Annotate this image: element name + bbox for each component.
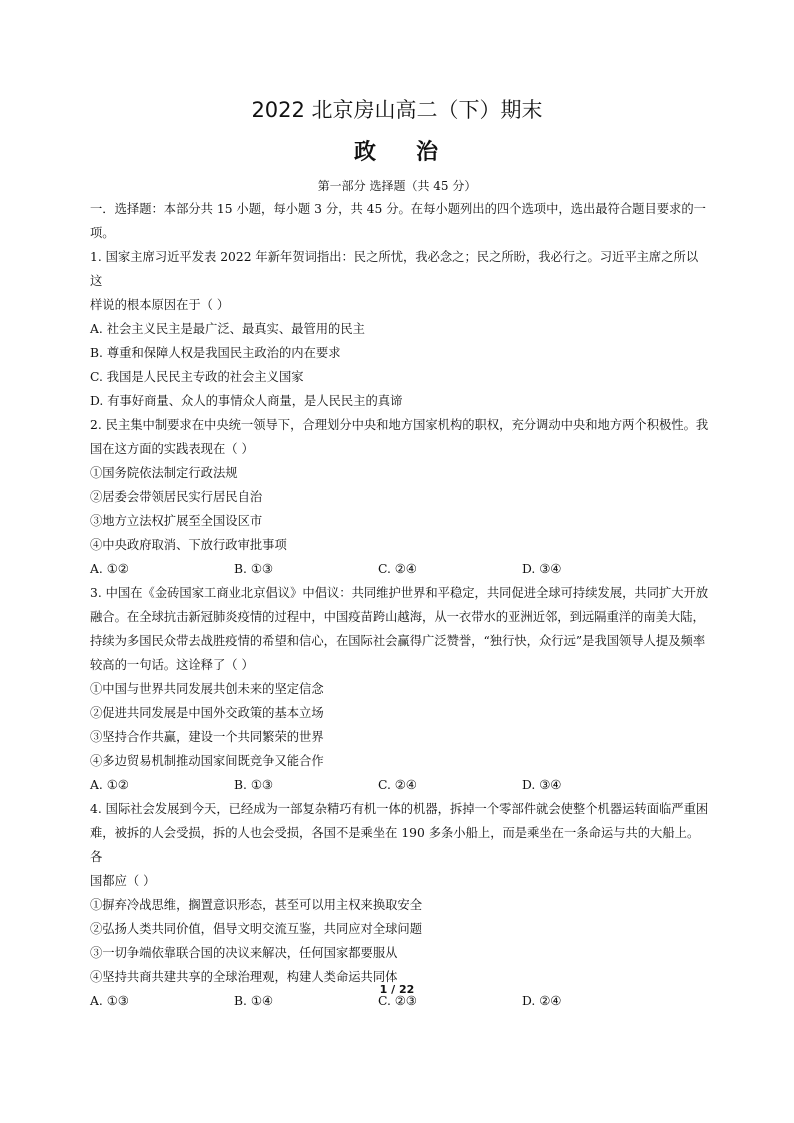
question-3-option-a: A. ①②: [90, 778, 129, 792]
question-4-statement: ④坚持共商共建共享的全球治理观，构建人类命运共同体: [90, 970, 398, 984]
subject-char-2: 治: [416, 139, 441, 165]
question-2-stem: 2. 民主集中制要求在中央统一领导下，合理划分中央和地方国家机构的职权，充分调动中央和地方两个积极性。我: [90, 418, 709, 432]
question-4-statement: ①摒弃冷战思维，搁置意识形态，甚至可以用主权来换取安全: [90, 898, 423, 912]
question-2-statement: ④中央政府取消、下放行政审批事项: [90, 538, 287, 552]
question-3-stem: 较高的一句话。这诠释了（ ）: [90, 658, 254, 672]
question-3-statement: ③坚持合作共赢，建设一个共同繁荣的世界: [90, 730, 324, 744]
question-3-option-c: C. ②④: [378, 778, 417, 792]
subject-title: [0, 136, 794, 168]
content-body: [90, 197, 710, 1013]
question-1-option-c: C. 我国是人民民主专政的社会主义国家: [90, 370, 304, 384]
question-4-stem: 国都应（ ）: [90, 874, 156, 888]
question-2-option-b: B. ①③: [234, 562, 273, 576]
page-number: 1 / 22: [379, 983, 415, 996]
question-4-option-a: A. ①③: [90, 994, 129, 1008]
instruction-line: 一．选择题：本部分共 15 小题，每小题 3 分，共 45 分。在每小题列出的四个选项中，选出最符合题目要求的一: [90, 202, 706, 216]
question-3-options: [90, 773, 710, 797]
question-4-statement: ②弘扬人类共同价值，倡导文明交流互鉴，共同应对全球问题: [90, 922, 423, 936]
question-1-stem: 1. 国家主席习近平发表 2022 年新年贺词指出：民之所忧，我必念之；民之所盼，我必行之。习近平主席之所以这: [90, 250, 699, 288]
question-3-statement: ④多边贸易机制推动国家间既竞争又能合作: [90, 754, 324, 768]
question-2-option-d: D. ③④: [522, 562, 562, 576]
question-2-stem: 国在这方面的实践表现在（ ）: [90, 442, 254, 456]
section-heading: 第一部分 选择题（共 45 分）: [317, 179, 477, 193]
question-4-option-c: C. ②③: [378, 994, 417, 1008]
question-2-option-c: C. ②④: [378, 562, 417, 576]
question-2-statement: ③地方立法权扩展至全国设区市: [90, 514, 263, 528]
question-4-option-b: B. ①④: [234, 994, 273, 1008]
question-3-option-b: B. ①③: [234, 778, 273, 792]
question-4-stem: 难，被拆的人会受损，拆的人也会受损，各国不是乘坐在 190 多条小船上，而是乘坐在一条命运与共的大船上。各: [90, 826, 700, 864]
question-1-option-b: B. 尊重和保障人权是我国民主政治的内在要求: [90, 346, 341, 360]
instruction-line: 项。: [90, 226, 115, 240]
question-3-stem: 融合。在全球抗击新冠肺炎疫情的过程中，中国疫苗跨山越海，从一衣带水的亚洲近邻，到远隔重洋的南美大陆，: [90, 610, 705, 624]
question-2-statement: ②居委会带领居民实行居民自治: [90, 490, 263, 504]
question-1-option-d: D. 有事好商量、众人的事情众人商量，是人民民主的真谛: [90, 394, 403, 408]
question-3-statement: ②促进共同发展是中国外交政策的基本立场: [90, 706, 324, 720]
page-title: 2022 北京房山高二（下）期末: [251, 98, 543, 122]
question-2-option-a: A. ①②: [90, 562, 129, 576]
question-1-stem: 样说的根本原因在于（ ）: [90, 298, 230, 312]
question-3-stem: 持续为多国民众带去战胜疫情的希望和信心，在国际社会赢得广泛赞誉，“独行快，众行远”是我国领导人提及频率: [90, 634, 706, 648]
question-4-option-d: D. ②④: [522, 994, 562, 1008]
question-4-statement: ③一切争端依靠联合国的决议来解决，任何国家都要服从: [90, 946, 398, 960]
question-1-option-a: A. 社会主义民主是最广泛、最真实、最管用的民主: [90, 322, 365, 336]
question-2-statement: ①国务院依法制定行政法规: [90, 466, 238, 480]
question-2-options: [90, 557, 710, 581]
subject-char-1: 政: [353, 139, 378, 165]
question-3-statement: ①中国与世界共同发展共创未来的坚定信念: [90, 682, 324, 696]
question-4-stem: 4. 国际社会发展到今天，已经成为一部复杂精巧有机一体的机器，拆掉一个零部件就会使整个机器运转面临严重困: [90, 802, 709, 816]
question-3-stem: 3. 中国在《金砖国家工商业北京倡议》中倡议：共同维护世界和平稳定，共同促进全球可持续发展，共同扩大开放: [90, 586, 709, 600]
question-3-option-d: D. ③④: [522, 778, 562, 792]
